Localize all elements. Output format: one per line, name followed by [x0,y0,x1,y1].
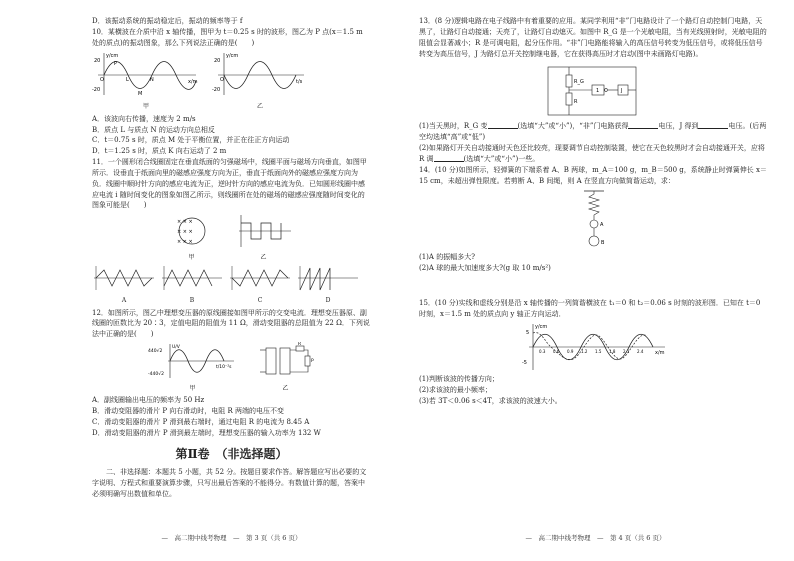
q10-left-origin: O [100,76,104,83]
question-14: 14．(10 分)如图所示，轻弹簧的下端系着 A、B 两球，m_A＝100 g，m_B＝500 g，系统静止时弹簧伸长 x＝15 cm，未超出弹性限度。若剪断 A、B 间绳，则 A 在竖直方向做简谐运动，求： [419,165,767,185]
q14-a-label: A [599,222,603,229]
q13-figure [419,61,768,119]
q13-j-label: J [620,88,622,95]
q10-figures [92,51,371,112]
q11-option-figures [92,264,371,305]
q10-left-caption: 甲 [142,103,149,111]
q12-transformer-figure [256,342,316,393]
q10-right-caption: 乙 [256,103,263,111]
q11-coil-figure [171,213,213,262]
q12-option-b: B．滑动变阻器的滑片 P 向右滑动时，电阻 R 两端的电压不变 [92,407,285,416]
q10-point-n: N [150,76,154,83]
q10-left-ytop: 20 [94,57,101,64]
q11-current-figure [235,213,293,262]
q15-tick-3: 1.2 [580,348,587,354]
q13-rg-label: R_G [573,79,584,86]
q11-figure-b [160,264,224,305]
q15-tick-2: 0.9 [566,348,573,354]
q11-coil-graph [171,213,213,249]
q12-figures [92,342,371,393]
q12-r-label: R [297,342,301,348]
q10-wave-graph [92,51,200,99]
q15-xlabel: x/m [654,349,665,356]
q12-u-top: 440√2 [147,349,162,355]
question-13: 13．(8 分)逻辑电路在电子线路中有着重要的应用。某同学利用“非”门电路设计了一个路灯自动控制门电路，天黑了，让路灯自动接通；天亮了，让路灯自动熄灭。如图中 R_G 是一个光敏电阻，当有光线照射时，光敏电阻的阻值会显著减小；R 是可调电阻，起分压作用。“非”门电路能将输入的高压信号转变为低压信号，或将低压信号转变为高压信号，J 为路灯总开关控制继电器，它在获得高压时才启动(图中未画路灯电路)。 [419,17,767,58]
q12-p-label: P [310,359,314,365]
q15-sub2: (2)求该波的最小频率； [419,385,492,394]
q10-option-a: A．该波向右传播，速度为 2 m/s [92,114,196,123]
q10-right-ylabel: y/cm [226,52,239,59]
q11-caption-d: D [325,297,331,305]
q10-vibration-figure [212,51,308,112]
q15-ytop: 5 [525,329,529,336]
q10-right-xlabel: t/s [296,78,303,85]
q12-jia-caption: 甲 [189,384,196,392]
q10-right-origin: O [220,76,224,83]
q12-t-label: t/10⁻²s [215,365,232,371]
q15-tick-7: 2.4 [636,348,643,354]
question-12: 12．如图所示，图乙中理想变压器的原线圈接如图甲所示的交变电流．理想变压器原、副线圈的匝数比为 20∶3，定值电阻的阻值为 11 Ω，滑动变阻器的总阻值为 22 Ω．下列说法中正确的是( ) [92,308,370,339]
q10-point-p: P [114,60,118,67]
q13-r-label: R [573,99,577,106]
section-title: 第Ⅱ卷 （非选择题） [175,446,288,461]
q14-spring-graph [579,188,609,250]
q12-ac-graph [148,342,238,380]
q11-figure-a [92,264,156,305]
q11-caption-c: C [257,297,263,305]
q15-tick-4: 1.5 [594,348,601,354]
q11-caption-b: B [189,297,195,305]
q15-tick-5: 1.8 [608,348,615,354]
q11-top-figures [92,213,371,262]
page-3-footer: — 高二期中线考物理 — 第 3 页（共 6 页） [161,533,302,542]
q15-tick-0: 0.3 [538,348,545,354]
q12-option-d: D．滑动变阻器的滑片 P 滑到最左端时，理想变压器的输入功率为 132 W [92,428,321,437]
q10-point-m: M [138,90,143,97]
q12-u-bot: -440√2 [147,372,164,378]
q10-left-ybot: -20 [92,86,101,93]
q11-current-graph [235,213,293,249]
q10-right-ytop: 20 [214,57,221,64]
q11-figure-d [296,264,360,305]
q15-sub3: (3)若 3T＜0.06 s＜4T，求该波的波速大小。 [419,396,562,405]
q10-option-d: D．t＝1.25 s 时，质点 K 向右运动了 2 m [92,147,227,156]
q15-figure [419,322,768,372]
q13-sub2: (2)如果路灯开关自动接通时天色还比较亮，现要调节自动控制装置，使它在天色较黑时才会自动接通开关，应将 R 调 (选填“大”或“小”)一些。 [419,144,765,163]
q10-option-b: B．质点 L 与质点 N 的运动方向总相反 [92,125,215,134]
q10-point-l: L [126,76,129,83]
q12-u-label: U/V [171,345,180,351]
q11-yi-caption: 乙 [260,254,267,262]
page-4-footer: — 高二期中线考物理 — 第 4 页（共 6 页） [525,533,666,542]
q14-sub2: (2)A 球的最大加速度多大?(g 取 10 m/s²) [419,264,551,273]
q15-tick-6: 2.1 [622,348,629,354]
q10-vibration-graph [212,51,308,99]
q14-figure [419,188,768,250]
q14-sub1: (1)A 的振幅多大? [419,253,475,262]
q12-yi-caption: 乙 [282,384,289,392]
q15-wave-graph [519,322,669,372]
q14-b-label: B [600,240,604,247]
q10-option-c: C．t＝0.75 s 时，质点 M 处于平衡位置，并正在往正方向运动 [92,136,290,145]
q11-caption-a: A [121,297,127,305]
question-15: 15．(10 分)实线和虚线分别是沿 x 轴传播的一列简谐横波在 t₁＝0 和 t₂＝0.06 s 时刻的波形图．已知在 t＝0 时刻，x＝1.5 m 处的质点向 y 轴正方向运动． [419,299,761,318]
svg-text:× × ×: × × × [176,219,193,226]
q15-sub1: (1)判断该波的传播方向； [419,374,499,383]
q11-jia-caption: 甲 [188,254,195,262]
q12-transformer-graph [256,342,316,380]
q9-option-d: D．该振动系统的振动稳定后，振动的频率等于 f [92,17,243,25]
q12-option-a: A．副线圈输出电压的频率为 50 Hz [92,396,205,405]
q10-right-ybot: -20 [212,86,221,93]
q10-left-xlabel: x/m [188,78,198,85]
q12-option-c: C．滑动变阻器的滑片 P 滑到最右端时，通过电阻 R 的电流为 8.45 A [92,417,310,426]
q13-circuit-graph [544,61,644,119]
q15-ybot: -5 [521,359,527,366]
svg-text:× × ×: × × × [176,229,193,236]
question-10: 10．某横波在介质中沿 x 轴传播，图甲为 t＝0.25 s 时的波形，图乙为 P 点(x＝1.5 m 处的质点)的振动图象，那么下列说法正确的是( ) [92,27,363,47]
q12-ac-figure [148,342,238,393]
q15-ylabel: y/cm [534,323,547,330]
q11-figure-c [228,264,292,305]
q13-sub1: (1)当天黑时，R_G 变 (选填“大”或“小”)，“非”门电路获得 电压，J 得到 电压。(后两空均选填“高”或“低”) [419,122,767,142]
q13-gate-label: 1 [595,88,599,95]
q10-left-ylabel: y/cm [106,52,119,59]
question-11: 11．一个圆形闭合线圈固定在垂直纸面的匀强磁场中，线圈平面与磁场方向垂直，如图甲所示．设垂直于纸面向里的磁感应强度方向为正，垂直于纸面向外的磁感应强度方向为负．线圈中顺时针方向的感应电流为正，逆时针方向的感应电流为负．已知圆形线圈中感应电流 i 随时间变化的图象如图乙所示，则线圈所在处的磁场的磁感应强度随时间变化的图象可能是( ) [92,158,367,210]
q15-tick-1: 0.6 [552,348,559,354]
svg-text:× × ×: × × × [176,239,193,246]
q10-wave-figure [92,51,200,112]
page-4 [397,0,794,561]
section-intro: 二、非选择题：本题共 5 小题，共 52 分。按题目要求作答。解答题应写出必要的文字说明、方程式和重要演算步骤，只写出最后答案的不能得分。有数值计算的题，答案中必须明确写出数值和单位。 [92,468,367,498]
